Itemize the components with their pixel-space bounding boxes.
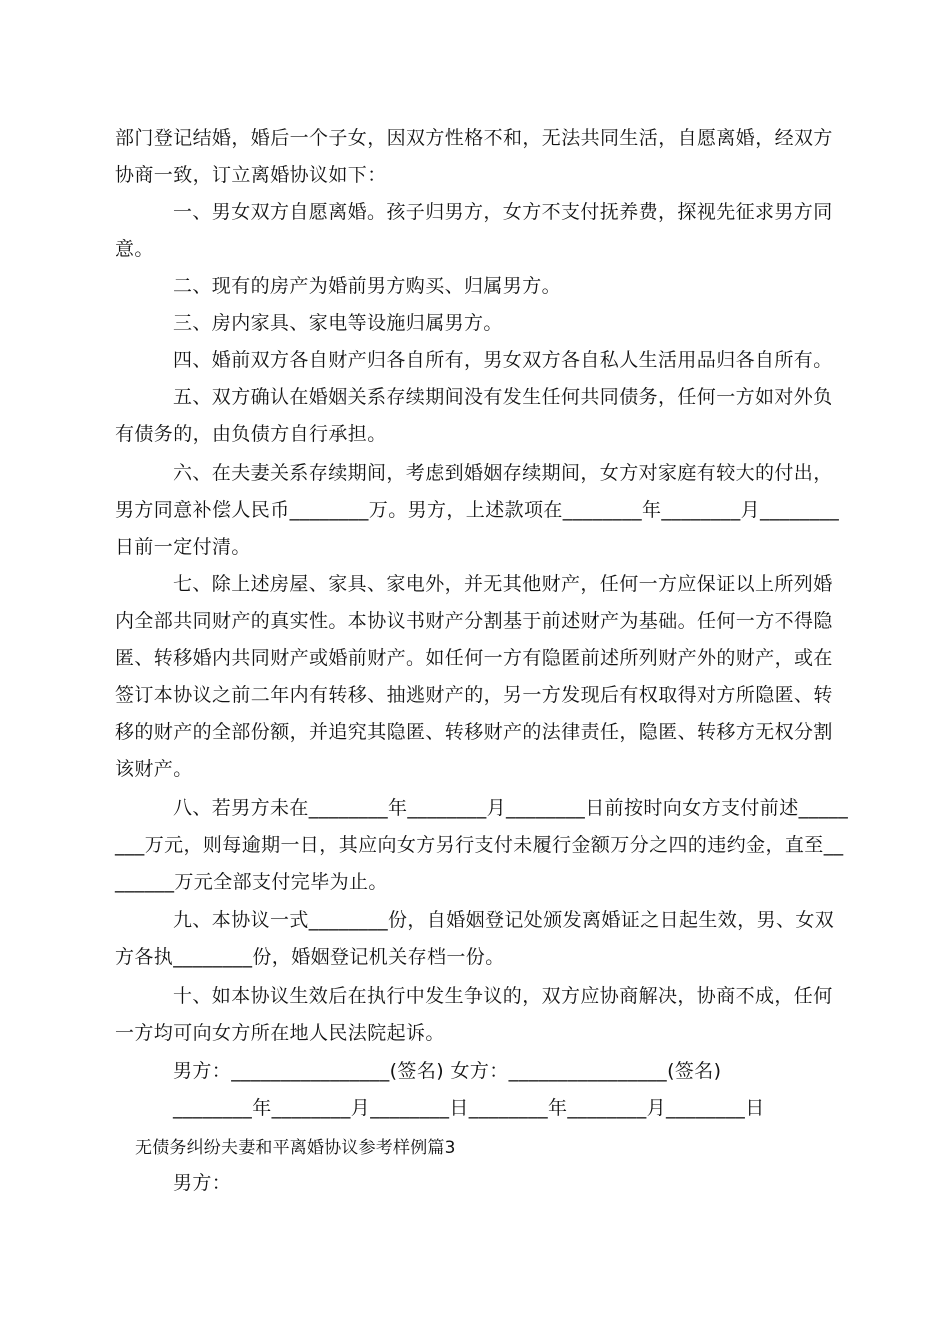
clause-4-line: 四、婚前双方各自财产归各自所有，男女双方各自私人生活用品归各自所有。 [173,349,833,371]
clause-7-line: 该财产。 [115,758,193,780]
clause-3-line: 三、房内家具、家电等设施归属男方。 [173,312,503,334]
clause-5-line: 有债务的，由负债方自行承担。 [115,423,387,445]
clause-2-line: 二、现有的房产为婚前男方购买、归属男方。 [173,275,562,297]
clause-10-line: 一方均可向女方所在地人民法院起诉。 [115,1022,445,1044]
clause-5-line: 五、双方确认在婚姻关系存续期间没有发生任何共同债务，任何一方如对外负 [173,386,833,408]
clause-10-line: 十、如本协议生效后在执行中发生争议的，双方应协商解决，协商不成，任何 [173,985,833,1007]
clause-7-line: 七、除上述房屋、家具、家电外，并无其他财产，任何一方应保证以上所列婚 [173,573,833,595]
section-title: 无债务纠纷夫妻和平离婚协议参考样例篇3 [135,1138,456,1158]
clause-9-line: 九、本协议一式________份，自婚姻登记处颁发离婚证之日起生效，男、女双 [173,909,835,931]
clause-7-line: 匿、转移婚内共同财产或婚前财产。如任何一方有隐匿前述所列财产外的财产，或在 [115,647,833,669]
paragraph-line: 部门登记结婚，婚后一个子女，因双方性格不和，无法共同生活，自愿离婚，经双方 [115,127,833,149]
clause-8-line: 八、若男方未在________年________月________日前按时向女方支付前述_____ [173,797,849,819]
party-label: 男方： [173,1172,232,1194]
clause-7-line: 签订本协议之前二年内有转移、抽逃财产的，另一方发现后有权取得对方所隐匿、转 [115,684,833,706]
clause-8-line: ______万元全部支付完毕为止。 [115,871,388,893]
clause-6-line: 日前一定付清。 [115,536,251,558]
clause-7-line: 内全部共同财产的真实性。本协议书财产分割基于前述财产为基础。任何一方不得隐 [115,610,833,632]
signature-line: 男方：________________(签名) 女方：________________(签名) [173,1060,722,1082]
date-line: ________年________月________日________年________月________日 [173,1097,765,1119]
clause-6-line: 男方同意补偿人民币________万。男方，上述款项在________年________月________ [115,499,840,521]
clause-9-line: 方各执________份，婚姻登记机关存档一份。 [115,946,505,968]
clause-7-line: 移的财产的全部份额，并追究其隐匿、转移财产的法律责任，隐匿、转移方无权分割 [115,721,833,743]
clause-8-line: ___万元，则每逾期一日，其应向女方另行支付未履行金额万分之四的违约金，直至__ [115,834,844,856]
clause-1-line: 意。 [115,238,154,260]
paragraph-line: 协商一致，订立离婚协议如下： [115,164,387,186]
clause-6-line: 六、在夫妻关系存续期间，考虑到婚姻存续期间，女方对家庭有较大的付出， [173,462,833,484]
clause-1-line: 一、男女双方自愿离婚。孩子归男方，女方不支付抚养费，探视先征求男方同 [173,201,833,223]
